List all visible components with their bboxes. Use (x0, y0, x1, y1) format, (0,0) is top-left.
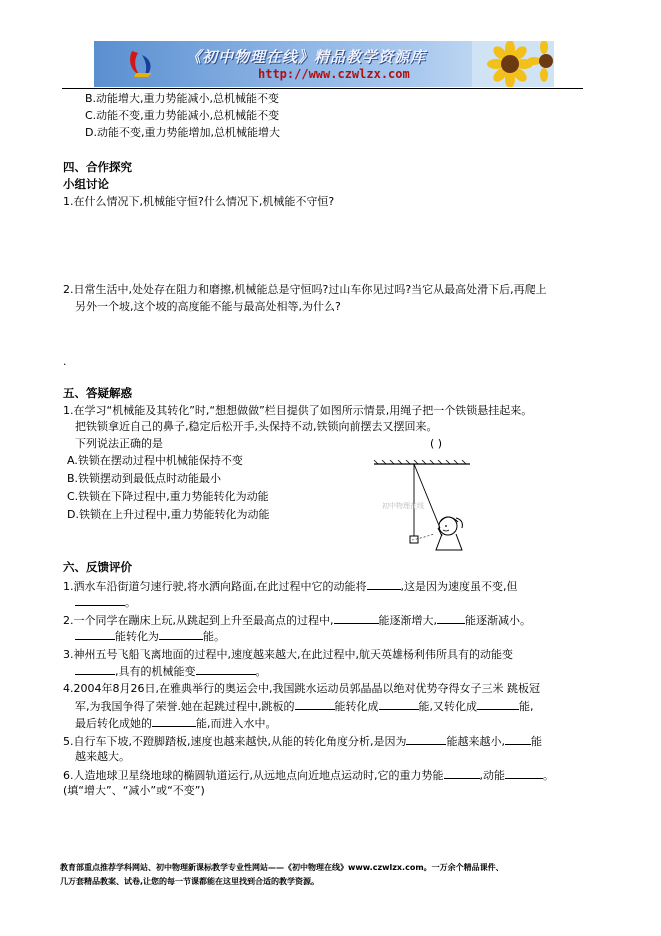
section6-heading: 六、反馈评价 (63, 560, 132, 574)
section5-q1-line3: 下列说法正确的是 (75, 437, 163, 450)
footer-line2: 几万套精品教案、试卷,让您的每一节课都能在这里找到合适的教学资源。 (60, 877, 320, 886)
banner-url[interactable]: http://www.czwlzx.com (258, 67, 410, 81)
header-banner (94, 41, 554, 87)
banner-title: 《初中物理在线》精品教学资源库 (186, 48, 427, 66)
section5-option-a: A.铁锁在摆动过程中机械能保持不变 (67, 454, 243, 467)
blank-q4-4[interactable] (152, 715, 196, 727)
section4-subheading: 小组讨论 (63, 177, 109, 191)
section5-option-c: C.铁锁在下降过程中,重力势能转化为动能 (67, 490, 269, 503)
blank-q6-2[interactable] (505, 767, 543, 779)
section4-q2-line1: 2.日常生活中,处处存在阻力和磨擦,机械能总是守恒吗?过山车你见过吗?当它从最高处滑下后,再爬上 (63, 283, 547, 296)
section6-q5-line1: 5.自行车下坡,不蹬脚踏板,速度也越来越快,从能的转化角度分析,是因为 能越来越小, 能 (63, 735, 542, 748)
section4-heading: 四、合作探究 (63, 160, 132, 174)
blank-q3-2[interactable] (196, 663, 256, 675)
option-c-top: C.动能不变,重力势能减小,总机械能不变 (85, 109, 280, 122)
section6-q4-line3: 最后转化成她的 能,而进入水中。 (75, 717, 277, 730)
header-rule (62, 88, 583, 89)
section6-q1-line1: 1.洒水车沿街道匀速行驶,将水洒向路面,在此过程中它的动能将 ,这是因为速度虽不变,但 (63, 580, 518, 593)
section6-q2-line1: 2.一个同学在蹦床上玩,从跳起到上升至最高点的过程中, 能逐渐增大, 能逐渐减小。 (63, 614, 531, 627)
stray-dot: . (63, 355, 67, 368)
blank-q6-1[interactable] (444, 767, 480, 779)
blank-q4-3[interactable] (477, 698, 519, 710)
option-b-top: B.动能增大,重力势能减小,总机械能不变 (85, 92, 280, 105)
blank-q2-4[interactable] (159, 628, 203, 640)
section6-q6-note: (填“增大”、“减小”或“不变”) (63, 784, 205, 797)
section6-q4-line1: 4.2004年8月26日,在雅典举行的奥运会中,我国跳水运动员郭晶晶以绝对优势夺得女子三米 跳板冠 (63, 682, 540, 695)
section4-q2-line2: 另外一个坡,这个坡的高度能不能与最高处相等,为什么? (75, 300, 341, 313)
section6-q3-line2: ,具有的机械能变 。 (75, 663, 267, 679)
section5-q1-line1: 1.在学习“机械能及其转化”时,“想想做做”栏目提供了如图所示情景,用绳子把一个铁锁悬挂起来。 (63, 404, 533, 417)
blank-q5-1[interactable] (406, 733, 446, 745)
answer-paren: ( ) (430, 437, 443, 450)
pendulum-lock-figure (370, 456, 485, 556)
section6-q6-line1: 6.人造地球卫星绕地球的椭圆轨道运行,从远地点向近地点运动时,它的重力势能 ,动能 。 (63, 769, 554, 782)
blank-q3-1[interactable] (75, 663, 115, 675)
section6-q5-line2: 越来越大。 (75, 750, 130, 763)
blank-q2-1[interactable] (334, 612, 379, 624)
blank-q2-2[interactable] (437, 612, 465, 624)
section5-heading: 五、答疑解惑 (63, 386, 132, 400)
section5-q1-line2: 把铁锁拿近自己的鼻子,稳定后松开手,头保持不动,铁锁向前摆去又摆回来。 (75, 420, 438, 433)
option-d-top: D.动能不变,重力势能增加,总机械能增大 (85, 126, 280, 139)
blank-q4-1[interactable] (295, 698, 335, 710)
footer-line1: 教育部重点推荐学科网站、初中物理新课标教学专业性网站——《初中物理在线》www.czwlzx.com。一万余个精品课件、 (60, 863, 504, 872)
blank-q1-2[interactable] (75, 594, 125, 606)
blank-q5-2[interactable] (505, 733, 531, 745)
figure-watermark: 初中物理在线 (382, 502, 424, 510)
blank-q4-2[interactable] (379, 698, 419, 710)
section6-q1-line2: 。 (75, 594, 136, 610)
section4-q1: 1.在什么情况下,机械能守恒?什么情况下,机械能不守恒? (63, 195, 335, 208)
sunflower-icon (472, 41, 554, 87)
section6-q2-line2: 能转化为 能。 (75, 628, 225, 644)
blank-q1-1[interactable] (367, 578, 401, 590)
section5-option-d: D.铁锁在上升过程中,重力势能转化为动能 (67, 508, 270, 521)
section5-option-b: B.铁锁摆动到最低点时动能最小 (67, 472, 222, 485)
section6-q3-line1: 3.神州五号飞船飞离地面的过程中,速度越来越大,在此过程中,航天英雄杨利伟所具有的动能变 (63, 648, 513, 661)
blank-q2-3[interactable] (75, 628, 115, 640)
site-logo-icon (126, 47, 156, 79)
section6-q4-line2: 军,为我国争得了荣誉.她在起跳过程中,跳板的 能转化成 能,又转化成 能, (75, 700, 534, 713)
